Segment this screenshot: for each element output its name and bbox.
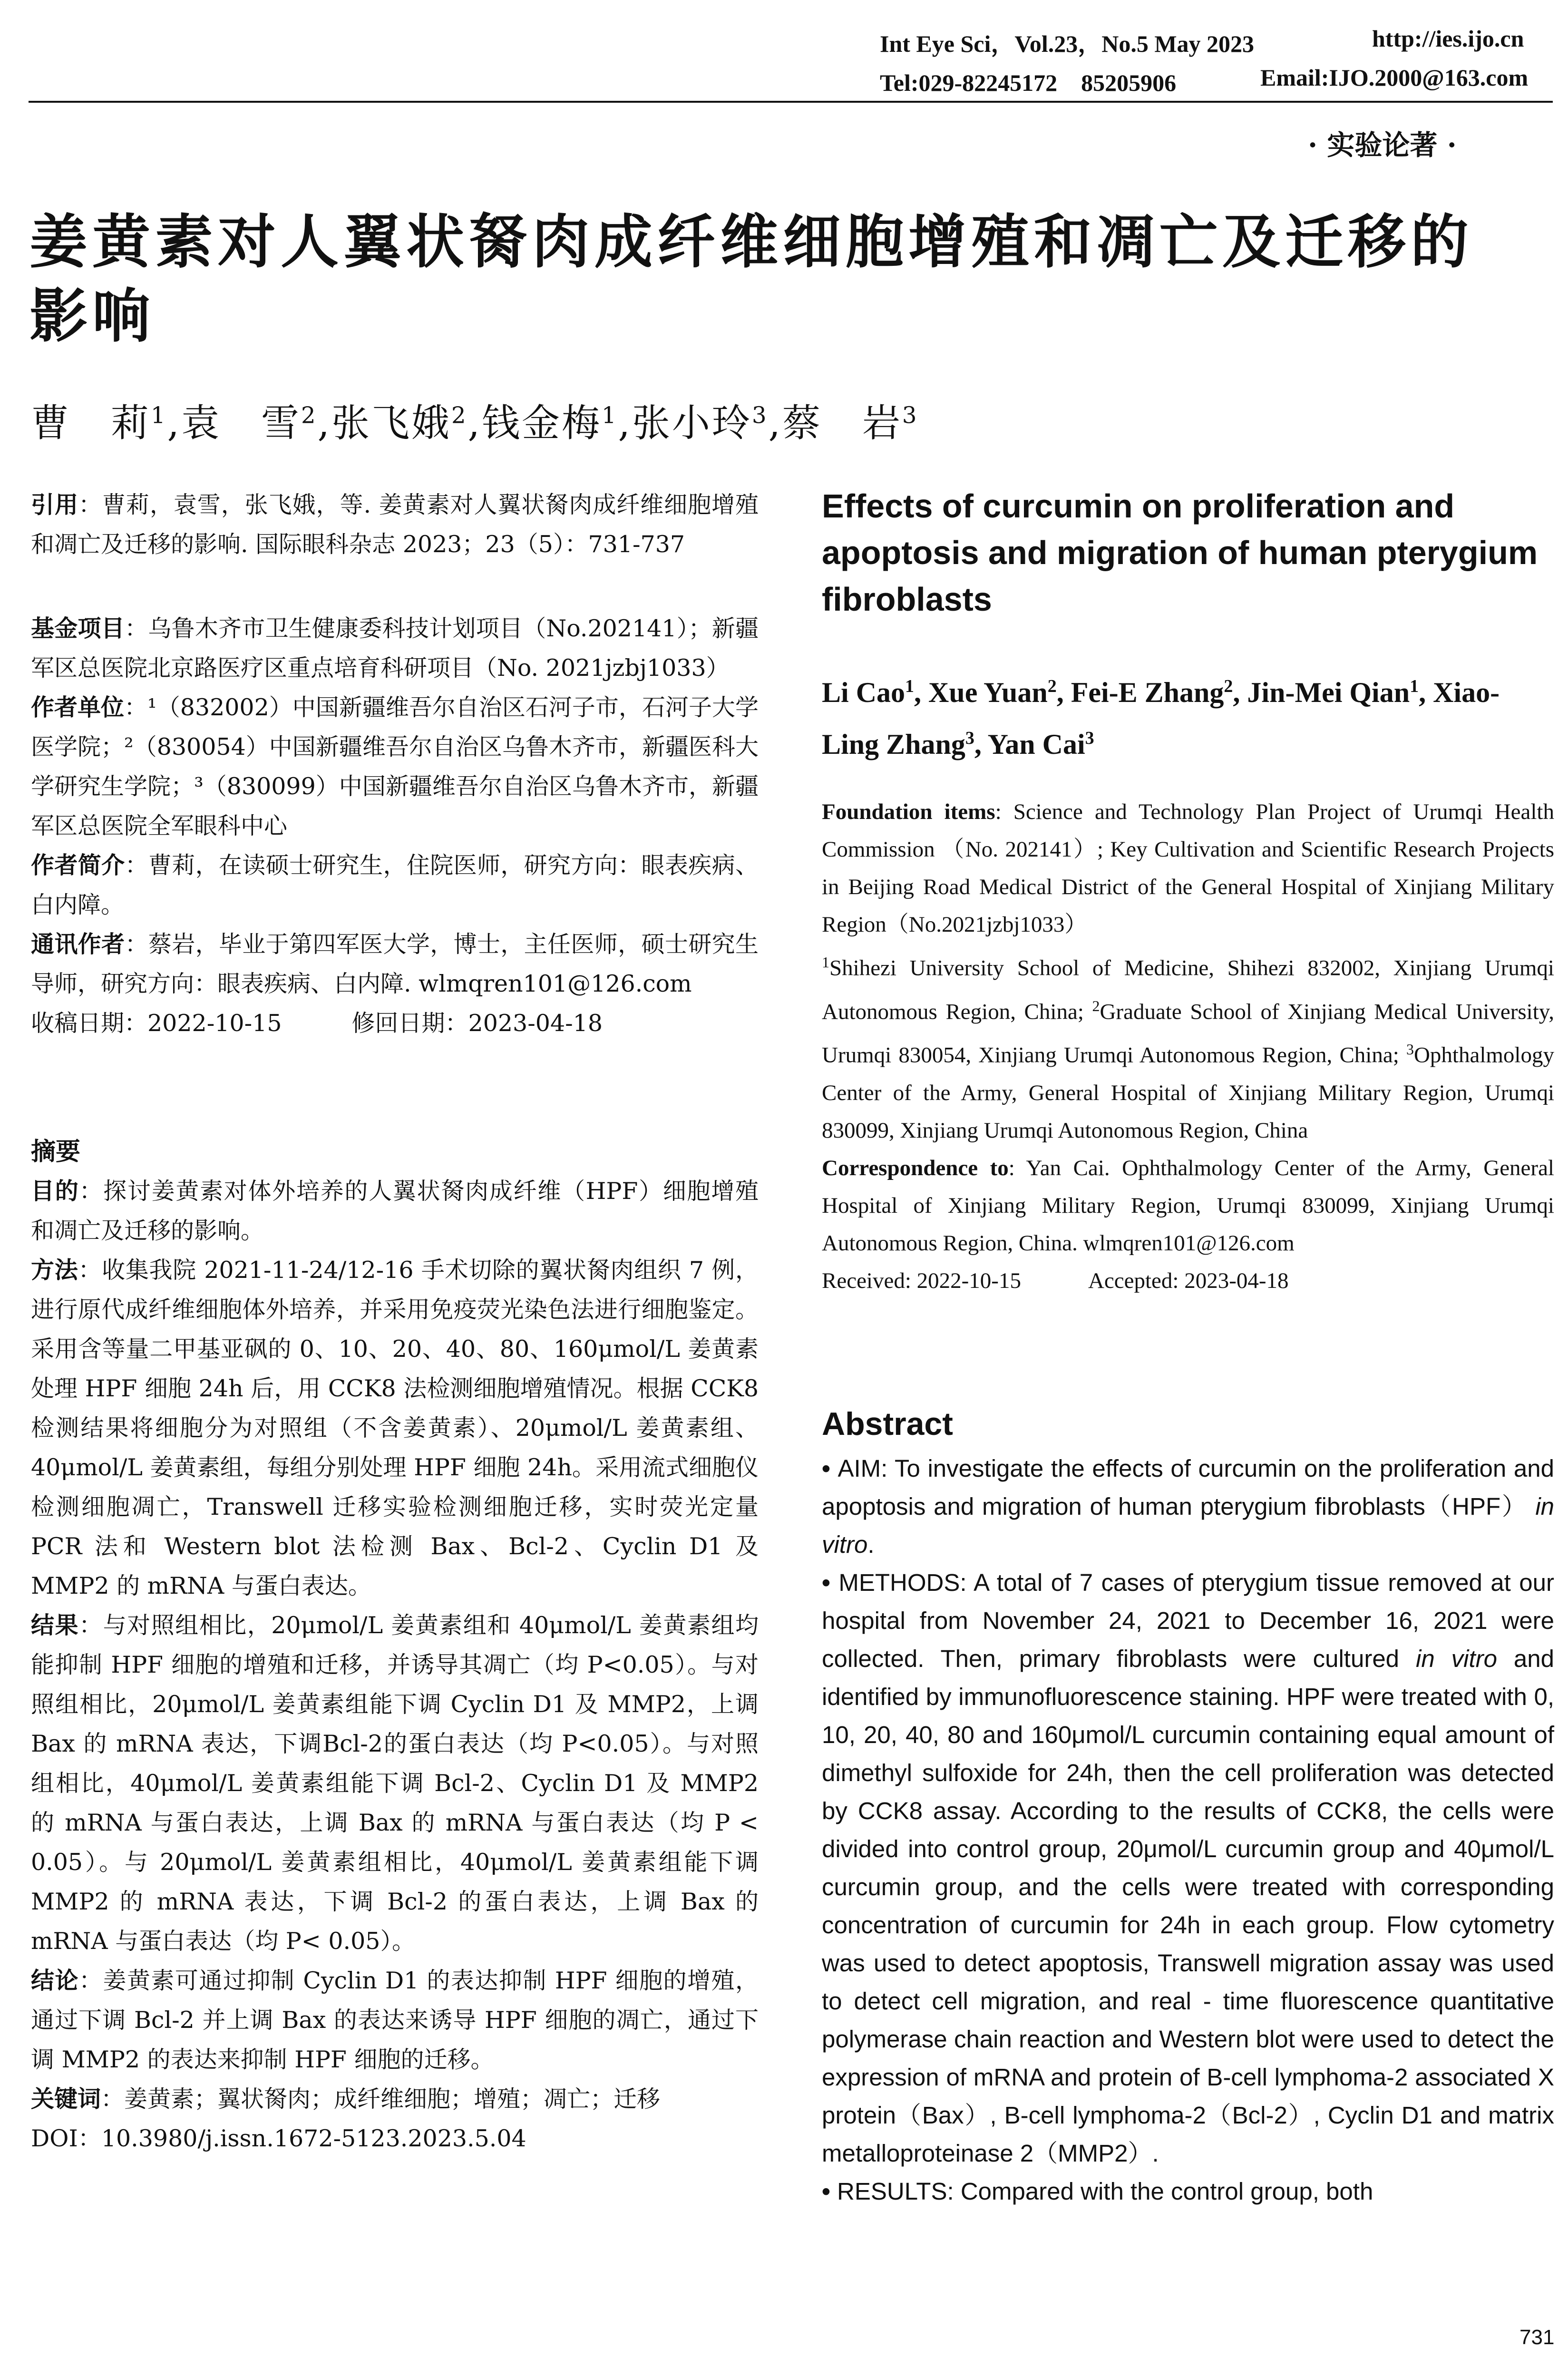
received-en: Received: 2022-10-15 Accepted: 2023-04-18: [822, 1268, 1289, 1293]
author-zh: 张小玲: [632, 401, 752, 445]
affil-text: ：¹（832002）中国新疆维吾尔自治区石河子市，石河子大学医学院；²（830054）中国新疆维吾尔自治区乌鲁木齐市，新疆医科大学研究生学院；³（830099）中国新疆维吾尔自治区乌鲁木齐市，新疆军区总医院全军眼科中心: [31, 694, 759, 839]
methods-en-label: METHODS: [838, 1569, 960, 1596]
author-en: Jin-Mei Qian: [1247, 677, 1410, 708]
author-en-sup: 2: [1224, 676, 1233, 696]
corr-en-label: Correspondence to: [822, 1155, 1009, 1180]
journal-tel: Tel:029-82245172 85205906: [880, 69, 1177, 96]
aim-zh: [31, 1171, 759, 1250]
keywords-zh-label: 关键词: [31, 2085, 101, 2113]
author-sup: 3: [902, 402, 919, 429]
author-en-sup: 2: [1047, 676, 1057, 696]
fund-en-text: : Science and Technology Plan Project of Urumqi Health Commission （No. 202141）; Key Cultivation and Scientific Research Projects in Beijing Road Medical District of the General Hospital of Xinjiang Military Region（No.2021jzbj1033）: [822, 799, 1554, 937]
bio-text: ：曹莉，在读硕士研究生，住院医师，研究方向：眼表疾病、白内障。: [31, 852, 759, 918]
citation-text: ：曹莉，袁雪，张飞娥，等. 姜黄素对人翼状胬肉成纤维细胞增殖和凋亡及迁移的影响. 国际眼科杂志 2023；23（5）：731-737: [31, 491, 759, 558]
methods-en-text-a: : A total of 7 cases of pterygium tissue removed at our hospital from November 24, 2021 to December 16, 2021 were collected. Then, primary fibroblasts were cultured: [822, 1569, 1555, 1672]
author-en: Xue Yuan: [928, 677, 1048, 708]
author-sup: 1: [601, 402, 618, 429]
results-en-label: RESULTS: [837, 2178, 947, 2205]
conclusion-zh-label: 结论: [31, 1967, 79, 1994]
abstract-en: [822, 1450, 1554, 2211]
keywords-zh-text: ：姜黄素；翼状胬肉；成纤维细胞；增殖；凋亡；迁移: [101, 2085, 661, 2113]
corr-block: [31, 925, 759, 1003]
affil-en-2: Graduate School of Xinjiang Medical University, Urumqi 830054, Xinjiang Urumqi Autonomous Region, China;: [822, 999, 1554, 1068]
conclusion-zh: [31, 1961, 759, 2079]
citation-block: [31, 485, 759, 564]
affil-en-block: $^1$Shihezi University School of Medicine, Shihezi 832002, Xinjiang Urumqi Autonomous Region, China; $^2$Graduate School of Xinjiang Medical University, Urumqi 830054, Xinjiang Urumqi Autonomous Region, China; $^3$Ophthalmology Center of the Army, General Hospital of Xinjiang Military Region, Urumqi 830099, Xinjiang Urumqi Autonomous Region, China: [822, 954, 1554, 1143]
conclusion-zh-text: ：姜黄素可通过抑制 Cyclin D1 的表达抑制 HPF 细胞的增殖，通过下调 Bcl-2 并上调 Bax 的表达来诱导 HPF 细胞的凋亡，通过下调 MMP2 的表达来抑制 HPF 细胞的迁移。: [31, 1967, 759, 2073]
author-en: Li Cao: [822, 677, 906, 708]
methods-zh-text: ：收集我院 2021-11-24/12-16 手术切除的翼状胬肉组织 7 例，进行原代成纤维细胞体外培养，并采用免疫荧光染色法进行细胞鉴定。采用含等量二甲基亚砜的 0、10、20、40、80、160μmol/L 姜黄素处理 HPF 细胞 24h 后，用 CCK8 法检测细胞增殖情况。根据 CCK8 检测结果将细胞分为对照组（不含姜黄素）、20μmol/L 姜黄素组、40μmol/L 姜黄素组，每组分别处理 HPF 细胞 24h。采用流式细胞仪检测细胞凋亡，Transwell 迁移实验检测细胞迁移，实时荧光定量 PCR 法和 Western blot 法检测 Bax、Bcl-2、Cyclin D1 及 MMP2 的 mRNA 与蛋白表达。: [31, 1257, 759, 1599]
methods-en-italic: in vitro: [1415, 1645, 1497, 1672]
results-zh: [31, 1606, 759, 1961]
affil-label: 作者单位: [31, 693, 125, 721]
results-zh-text: ：与对照组相比，20μmol/L 姜黄素组和 40μmol/L 姜黄素组均能抑制 HPF 细胞的增殖和迁移，并诱导其凋亡（均 P<0.05）。与对照组相比，20μmol/L 姜黄素组能下调 Cyclin D1 及 MMP2，上调 Bax 的 mRNA 表达，下调Bcl-2的蛋白表达（均 P<0.05）。与对照组相比，40μmol/L 姜黄素组能下调 Bcl-2、Cyclin D1 及 MMP2 的 mRNA 与蛋白表达，上调 Bax 的 mRNA 与蛋白表达（均 P < 0.05）。与 20μmol/L 姜黄素组相比，40μmol/L 姜黄素组能下调 MMP2 的 mRNA 表达，下调 Bcl-2 的蛋白表达，上调 Bax 的 mRNA 与蛋白表达（均 P< 0.05）。: [31, 1612, 759, 1955]
fund-label: 基金项目: [31, 614, 125, 642]
author-en-sup: 1: [1410, 676, 1419, 696]
author-en-sup: 3: [1085, 728, 1094, 748]
results-en: • RESULTS: Compared with the control group, both: [822, 2178, 1373, 2205]
journal-citation: Int Eye Sci，Vol.23，No.5 May 2023: [880, 30, 1255, 57]
abstract-zh: [31, 1132, 759, 2158]
methods-zh-label: 方法: [31, 1256, 78, 1284]
author-zh: 蔡 岩: [782, 401, 902, 445]
aim-en-text: : To investigate the effects of curcumin on the proliferation and apoptosis and migration of human pterygium fibroblasts（HPF）: [822, 1455, 1554, 1520]
corr-label: 通讯作者: [31, 930, 125, 958]
results-en-text: : Compared with the control group, both: [947, 2178, 1373, 2205]
affil-block: [31, 688, 759, 846]
authors-zh: 曹 莉$^1$,袁 雪$^2$,张飞娥$^2$,钱金梅$^1$,张小玲$^3$,蔡 岩$^3$: [31, 401, 919, 445]
aim-en: • AIM: To investigate the effects of curcumin on the proliferation and apoptosis and migration of human pterygium fibroblasts（HPF） in vitro.: [822, 1455, 1555, 1558]
methods-en: • METHODS: A total of 7 cases of pterygium tissue removed at our hospital from November 24, 2021 to December 16, 2021 were collected. Then, primary fibroblasts were cultured in vitro and identified by immunofluorescence staining. HPF were treated with 0, 10, 20, 40, 80 and 160μmol/L curcumin containing equal amount of dimethyl sulfoxide for 24h, then the cell proliferation was detected by CCK8 assay. According to the results of CCK8, the cells were divided into control group, 20μmol/L curcumin group and 40μmol/L curcumin group, and the cells were treated with corresponding concentration of curcumin for 24h in each group. Flow cytometry was used to detect apoptosis, Transwell migration assay was used to detect cell migration, and real - time fluorescence quantitative polymerase chain reaction and Western blot were used to detect the expression of mRNA and protein of B-cell lymphoma-2 associated X protein（Bax）, B-cell lymphoma-2（Bcl-2）, Cyclin D1 and matrix metalloproteinase 2（MMP2）.: [822, 1569, 1555, 2167]
fund-en-label: Foundation items: [822, 799, 995, 824]
author-en-sup: 3: [965, 728, 974, 748]
authors-en: Li Cao$^1$, Xue Yuan$^2$, Fei-E Zhang$^2$, Jin-Mei Qian$^1$, Xiao-Ling Zhang$^3$, Yan Cai$^3$: [822, 676, 1500, 760]
methods-en-text-b: and identified by immunofluorescence staining. HPF were treated with 0, 10, 20, 40, 80 and 160μmol/L curcumin containing equal amount of dimethyl sulfoxide for 24h, then the cell proliferation was detected by CCK8 assay. According to the results of CCK8, the cells were divided into control group, 20μmol/L curcumin group and 40μmol/L curcumin group, and the cells were treated with corresponding concentration of curcumin for 24h in each group. Flow cytometry was used to detect apoptosis, Transwell migration assay was used to detect cell migration, and real - time fluorescence quantitative polymerase chain reaction and Western blot were used to detect the expression of mRNA and protein of B-cell lymphoma-2 associated X protein（Bax）, B-cell lymphoma-2（Bcl-2）, Cyclin D1 and matrix metalloproteinase 2（MMP2）.: [822, 1645, 1554, 2167]
section-tag: · 实验论著 ·: [1308, 129, 1457, 161]
journal-url: http://ies.ijo.cn: [1372, 25, 1524, 52]
methods-zh: [31, 1250, 759, 1606]
fund-text: ：乌鲁木齐市卫生健康委科技计划项目（No.202141）；新疆军区总医院北京路医疗区重点培育科研项目（No. 2021jzbj1033）: [31, 615, 759, 682]
aim-en-label: AIM: [838, 1455, 881, 1482]
title-zh: [29, 205, 1561, 353]
affil-en-3: Ophthalmology Center of the Army, General Hospital of Xinjiang Military Region, Urumqi 830099, Xinjiang Urumqi Autonomous Region, China: [822, 1042, 1554, 1143]
author-en: Yan Cai: [987, 729, 1085, 760]
citation-label: 引用: [31, 491, 78, 518]
author-sup: 2: [301, 402, 318, 429]
affil-en-1: Shihezi University School of Medicine, Shihezi 832002, Xinjiang Urumqi Autonomous Region, China;: [822, 955, 1554, 1024]
front-matter: [31, 609, 759, 1043]
corr-en-text: : Yan Cai. Ophthalmology Center of the Army, General Hospital of Xinjiang Military Region, Urumqi 830099, Xinjiang Urumqi Autonomous Region, China. wlmqren101@126.com: [822, 1155, 1554, 1256]
title-zh-line2: 影响: [29, 282, 155, 350]
header-rule: [29, 101, 1553, 103]
title-en: Effects of curcumin on proliferation and apoptosis and migration of human pterygium fibroblasts: [822, 487, 1538, 618]
received-dates: 收稿日期：2022-10-15 修回日期：2023-04-18: [31, 1010, 603, 1037]
doi: DOI：10.3980/j.issn.1672-5123.2023.5.04: [31, 2125, 526, 2152]
title-zh-line1: 姜黄素对人翼状胬肉成纤维细胞增殖和凋亡及迁移的: [29, 207, 1473, 276]
author-sup: 3: [751, 402, 769, 429]
corr-text: ：蔡岩，毕业于第四军医大学，博士，主任医师，硕士研究生导师，研究方向：眼表疾病、白内障. wlmqren101@126.com: [31, 931, 759, 997]
aim-zh-label: 目的: [31, 1177, 79, 1205]
corr-en-block: [822, 1150, 1554, 1262]
author-sup: 1: [151, 402, 167, 429]
author-zh: 曹 莉: [31, 401, 151, 445]
aim-zh-text: ：探讨姜黄素对体外培养的人翼状胬肉成纤维（HPF）细胞增殖和凋亡及迁移的影响。: [31, 1178, 759, 1244]
author-en: Fei-E Zhang: [1071, 677, 1224, 708]
results-zh-label: 结果: [31, 1611, 79, 1639]
bio-block: [31, 846, 759, 925]
front-matter-en: [822, 793, 1554, 1300]
journal-email: Email:IJO.2000@163.com: [1260, 64, 1529, 91]
author-zh: 张飞娥: [331, 401, 451, 445]
abstract-zh-heading: 摘要: [31, 1137, 81, 1166]
abstract-en-heading: Abstract: [822, 1406, 953, 1442]
author-sup: 2: [451, 402, 468, 429]
page-number: 731: [1519, 2326, 1555, 2349]
author-zh: 袁 雪: [181, 401, 301, 445]
author-en: Xiao-Ling Zhang: [822, 677, 1500, 760]
author-zh: 钱金梅: [481, 401, 602, 445]
fund-en-block: [822, 793, 1554, 944]
bio-label: 作者简介: [31, 851, 125, 879]
keywords-zh: [31, 2079, 759, 2119]
author-en-sup: 1: [905, 676, 915, 696]
aim-en-italic: in vitro: [822, 1493, 1555, 1558]
fund-block: [31, 609, 759, 688]
